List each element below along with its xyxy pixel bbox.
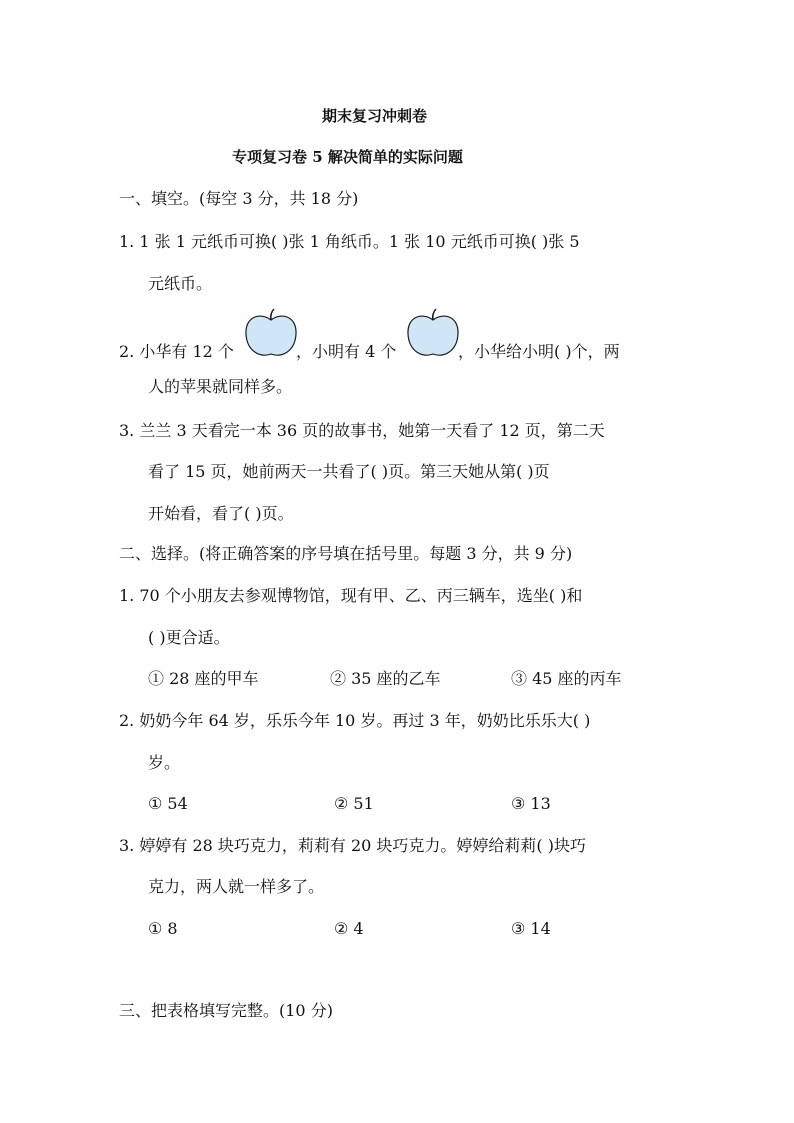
s2-q1-option-3: ③ 45 座的丙车 — [511, 669, 622, 688]
s2-q3-line2: 克力，两人就一样多了。 — [148, 877, 325, 896]
s1-q3-line1: 3. 兰兰 3 天看完一本 36 页的故事书，她第一天看了 12 页，第二天 — [119, 421, 605, 440]
s1-q1-line2: 元纸币。 — [148, 274, 213, 293]
s1-q2-part-c: ，小华给小明( )个，两 — [458, 342, 620, 361]
s2-q3-line1: 3. 婷婷有 28 块巧克力，莉莉有 20 块巧克力。婷婷给莉莉( )块巧 — [119, 836, 586, 855]
s1-q3-line3: 开始看，看了( )页。 — [148, 504, 294, 523]
s2-q2-line1: 2. 奶奶今年 64 岁，乐乐今年 10 岁。再过 3 年，奶奶比乐乐大( ) — [119, 711, 591, 730]
apple-icon — [405, 308, 461, 360]
s2-q3-option-3: ③ 14 — [511, 919, 551, 938]
s2-q3-option-1: ① 8 — [148, 919, 178, 938]
section1-heading: 一、填空。(每空 3 分，共 18 分) — [119, 189, 359, 208]
s2-q2-line2: 岁。 — [148, 753, 181, 772]
section3-heading: 三、把表格填写完整。(10 分) — [119, 1001, 333, 1020]
s2-q2-option-2: ② 51 — [334, 794, 374, 813]
page-subtitle: 专项复习卷 5 解决简单的实际问题 — [232, 148, 463, 166]
s1-q1-line1: 1. 1 张 1 元纸币可换( )张 1 角纸币。1 张 10 元纸币可换( )张 5 — [119, 232, 580, 251]
s2-q2-option-3: ③ 13 — [511, 794, 551, 813]
s1-q2-line2: 人的苹果就同样多。 — [148, 377, 293, 396]
s2-q3-option-2: ② 4 — [334, 919, 364, 938]
s1-q3-line2: 看了 15 页，她前两天一共看了( )页。第三天她从第( )页 — [148, 462, 550, 481]
section2-heading: 二、选择。(将正确答案的序号填在括号里。每题 3 分，共 9 分) — [119, 544, 573, 563]
s2-q1-option-2: ② 35 座的乙车 — [330, 669, 441, 688]
s2-q1-line1: 1. 70 个小朋友去参观博物馆，现有甲、乙、丙三辆车，选坐( )和 — [119, 586, 583, 605]
s1-q2-part-b: ，小明有 4 个 — [296, 342, 397, 361]
apple-icon — [243, 308, 299, 360]
s2-q2-option-1: ① 54 — [148, 794, 188, 813]
s2-q1-line2: ( )更合适。 — [148, 628, 230, 647]
page-title: 期末复习冲刺卷 — [322, 107, 428, 125]
s1-q2-part-a: 2. 小华有 12 个 — [119, 342, 234, 361]
s2-q1-option-1: ① 28 座的甲车 — [148, 669, 259, 688]
